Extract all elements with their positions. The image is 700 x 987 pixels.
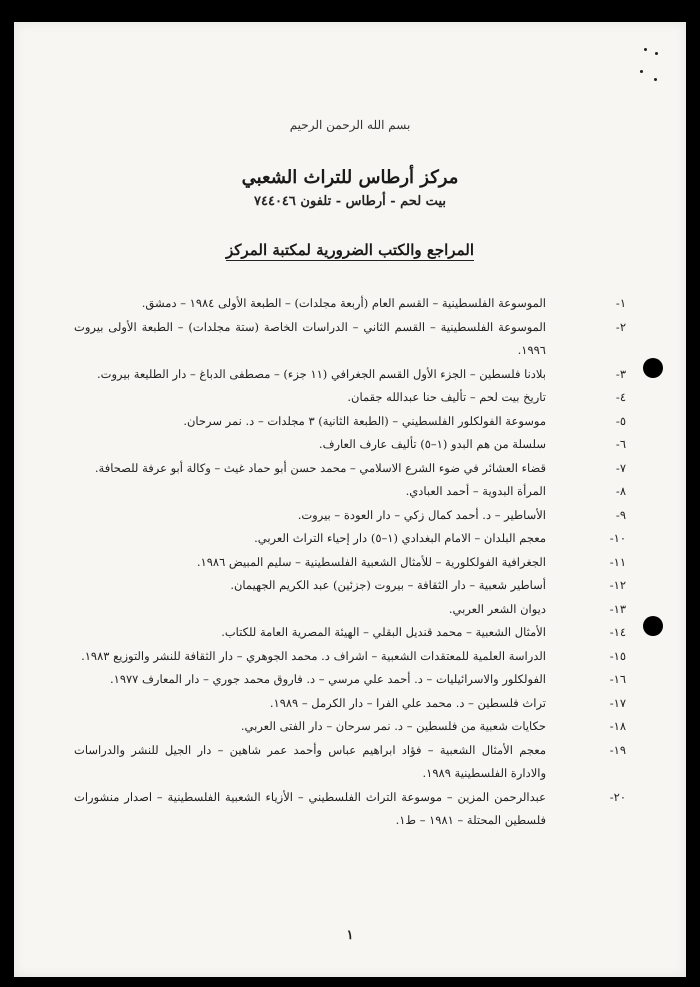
page-subtitle: بيت لحم - أرطاس - تلفون ٧٤٤٠٤٦ xyxy=(254,194,446,209)
item-number: ١٨- xyxy=(609,719,626,733)
item-number: ٩- xyxy=(615,507,626,522)
item-number: ١٦- xyxy=(609,672,626,686)
item-text: الفولكلور والاسرائيليات – د. أحمد علي مرسي – د. فاروق محمد جوري – دار المعارف ١٩٧٧. xyxy=(109,672,546,686)
list-item xyxy=(74,410,626,434)
item-number: ٥- xyxy=(615,413,626,428)
item-text: معجم الأمثال الشعبية – فؤاد ابراهيم عباس وأحمد عمر شاهين – دار الجيل للنشر والدراسات والادارة الفلسطينية ١٩٨٩. xyxy=(74,742,546,780)
paper-speck xyxy=(640,70,643,73)
list-item xyxy=(74,598,626,622)
item-text: الموسوعة الفلسطينية – القسم الثاني – الدراسات الخاصة (ستة مجلدات) – الطبعة الأولى بيروت ١٩٩٦. xyxy=(74,319,546,357)
item-number: ١- xyxy=(615,296,626,310)
list-item xyxy=(74,786,626,833)
item-number: ١٧- xyxy=(609,695,626,710)
list-item xyxy=(74,527,626,551)
list-item xyxy=(74,433,626,457)
item-number: ١٥- xyxy=(609,648,626,663)
item-text: موسوعة الفولكلور الفلسطيني – (الطبعة الثانية) ٣ مجلدات – د. نمر سرحان. xyxy=(183,413,546,428)
item-text: بلادنا فلسطين – الجزء الأول القسم الجغرافي (١١ جزء) – مصطفى الدباغ – دار الطليعة بيروت. xyxy=(97,366,546,381)
section-heading-text: المراجع والكتب الضرورية لمكتبة المركز xyxy=(226,241,474,259)
punch-hole xyxy=(643,616,663,636)
item-text: معجم البلدان – الامام البغدادي (١–٥) دار إحياء التراث العربي. xyxy=(254,531,546,545)
basmala: بسم الله الرحمن الرحيم xyxy=(289,118,411,132)
item-text: قضاء العشائر في ضوء الشرع الاسلامي – محمد حسن أبو حماد غيث – وكالة أبو عرفة للصحافة. xyxy=(94,460,546,475)
list-item xyxy=(74,621,626,645)
item-text: أساطير شعبية – دار الثقافة – بيروت (جزئين) عبد الكريم الجهيمان. xyxy=(230,578,546,592)
item-number: ١٢- xyxy=(609,578,626,592)
punch-hole xyxy=(643,358,663,378)
item-text: حكايات شعبية من فلسطين – د. نمر سرحان – دار الفتى العربي. xyxy=(240,719,546,733)
item-text: عبدالرحمن المزين – موسوعة التراث الفلسطيني – الأزياء الشعبية الفلسطينية – اصدار منشورات فلسطين المحتلة – ١٩٨١ – ط١. xyxy=(74,789,546,827)
item-text: المرأة البدوية – أحمد العبادي. xyxy=(405,484,546,498)
item-number: ٣- xyxy=(615,366,626,381)
list-item xyxy=(74,363,626,387)
item-number: ١٠- xyxy=(609,531,626,545)
item-text: الموسوعة الفلسطينية – القسم العام (أربعة مجلدات) – الطبعة الأولى ١٩٨٤ – دمشق. xyxy=(141,296,546,310)
item-number: ١٩- xyxy=(609,742,626,757)
list-item xyxy=(74,574,626,598)
section-heading xyxy=(14,240,686,259)
paper-speck xyxy=(655,52,658,55)
item-text: الأمثال الشعبية – محمد قنديل البقلي – الهيئة المصرية العامة للكتاب. xyxy=(221,625,546,639)
list-item xyxy=(74,715,626,739)
list-item xyxy=(74,692,626,716)
list-item xyxy=(74,739,626,786)
item-text: الدراسة العلمية للمعتقدات الشعبية – اشراف د. محمد الجوهري – دار الثقافة للنشر والتوزيع ١٩٨٣. xyxy=(81,648,546,663)
item-number: ١١- xyxy=(609,554,626,569)
list-item xyxy=(74,551,626,575)
item-number: ٢- xyxy=(615,319,626,334)
item-number: ٨- xyxy=(615,484,626,498)
list-item xyxy=(74,292,626,316)
page-title: مركز أرطاس للتراث الشعبي xyxy=(241,167,459,188)
page-number: ١ xyxy=(346,928,354,943)
list-item xyxy=(74,668,626,692)
item-number: ٢٠- xyxy=(609,789,626,804)
item-number: ٧- xyxy=(615,460,626,475)
list-item xyxy=(74,457,626,481)
item-text: الجغرافية الفولكلورية – للأمثال الشعبية الفلسطينية – سليم المبيض ١٩٨٦. xyxy=(196,554,546,569)
item-text: سلسلة من هم البدو (١–٥) تأليف عارف العارف. xyxy=(318,437,546,451)
item-text: تاريخ بيت لحم – تأليف حنا عبدالله جقمان. xyxy=(347,390,546,404)
list-item xyxy=(74,480,626,504)
item-text: ديوان الشعر العربي. xyxy=(448,601,546,616)
item-number: ٤- xyxy=(615,390,626,404)
list-item xyxy=(74,316,626,363)
list-item xyxy=(74,386,626,410)
paper-speck xyxy=(644,48,647,51)
document-page xyxy=(14,22,686,977)
list-item xyxy=(74,504,626,528)
item-number: ١٣- xyxy=(609,601,626,616)
item-number: ١٤- xyxy=(609,625,626,639)
references-list xyxy=(74,292,626,833)
list-item xyxy=(74,645,626,669)
item-number: ٦- xyxy=(615,437,626,451)
paper-speck xyxy=(654,78,657,81)
item-text: تراث فلسطين – د. محمد علي الفرا – دار الكرمل – ١٩٨٩. xyxy=(269,695,546,710)
item-text: الأساطير – د. أحمد كمال زكي – دار العودة – بيروت. xyxy=(297,507,546,522)
